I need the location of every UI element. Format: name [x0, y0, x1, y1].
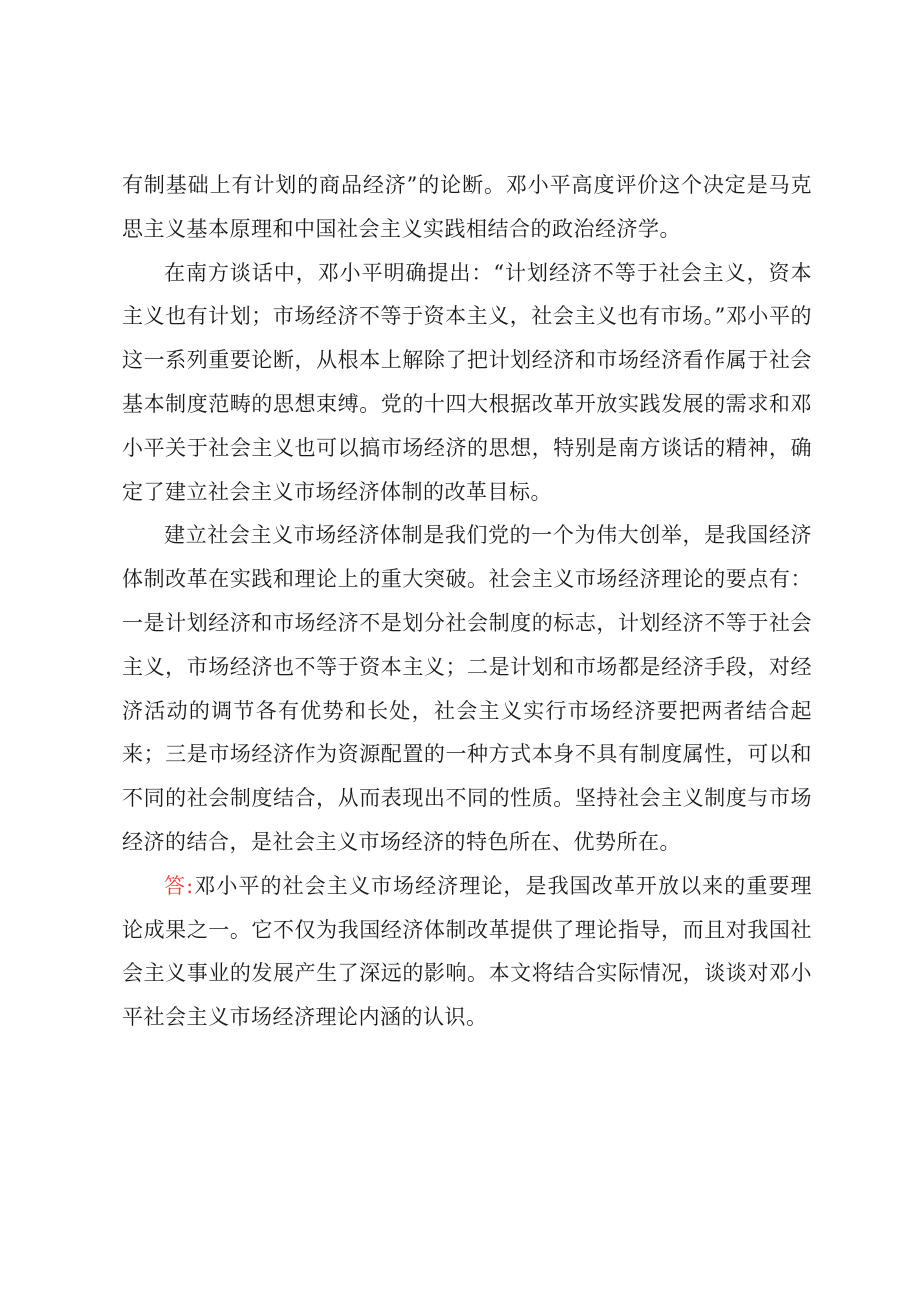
- paragraph-1: 有制基础上有计划的商品经济”的论断。邓小平高度评价这个决定是马克思主义基本原理和中国社会主义实践相结合的政治经济学。: [122, 173, 812, 241]
- document-body: [122, 164, 812, 1040]
- answer-paragraph: [122, 865, 812, 1040]
- paragraph-2: 在南方谈话中，邓小平明确提出：“计划经济不等于社会主义，资本主义也有计划；市场经济不等于资本主义，社会主义也有市场。”邓小平的这一系列重要论断，从根本上解除了把计划经济和市场经济看作属于社会基本制度范畴的思想束缚。党的十四大根据改革开放实践发展的需求和邓小平关于社会主义也可以搞市场经济的思想，特别是南方谈话的精神，确定了建立社会主义市场经济体制的改革目标。: [122, 260, 812, 504]
- paragraph-3: 建立社会主义市场经济体制是我们党的一个为伟大创举，是我国经济体制改革在实践和理论上的重大突破。社会主义市场经济理论的要点有：一是计划经济和市场经济不是划分社会制度的标志，计划经济不等于社会主义，市场经济也不等于资本主义；二是计划和市场都是经济手段，对经济活动的调节各有优势和长处，社会主义实行市场经济要把两者结合起来；三是市场经济作为资源配置的一种方式本身不具有制度属性，可以和不同的社会制度结合，从而表现出不同的性质。坚持社会主义制度与市场经济的结合，是社会主义市场经济的特色所在、优势所在。: [122, 523, 812, 854]
- answer-text: 邓小平的社会主义市场经济理论，是我国改革开放以来的重要理论成果之一。它不仅为我国经济体制改革提供了理论指导，而且对我国社会主义事业的发展产生了深远的影响。本文将结合实际情况，谈谈对邓小平社会主义市场经济理论内涵的认识。: [122, 873, 813, 1030]
- answer-label: 答:: [164, 873, 194, 898]
